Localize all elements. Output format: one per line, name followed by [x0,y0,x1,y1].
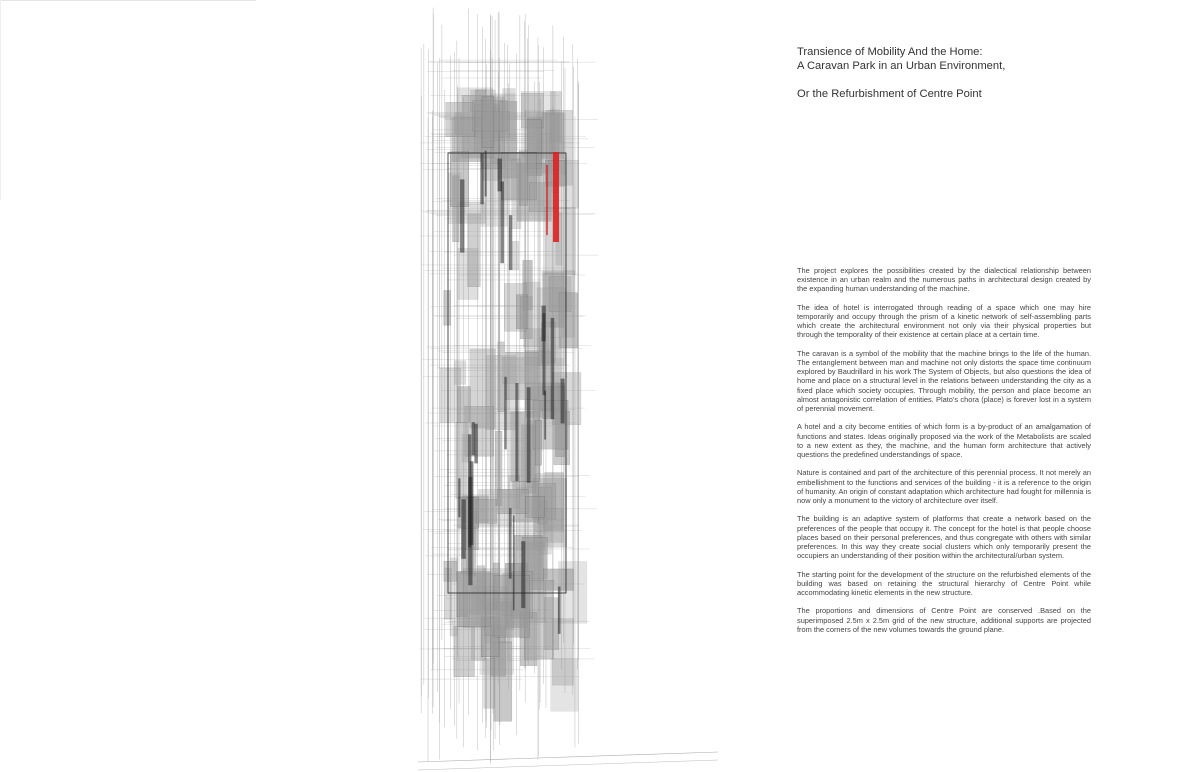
paragraph: The caravan is a symbol of the mobility that the machine brings to the life of the human. The entanglement between man and machine not only distorts the space time continuum explored by Baudrillard in his work The System of Objects, but also questions the idea of home and place on a structural level in the relations between understanding the city as a fixed place which society occupies. Through mobility, the person and place become an almost antagonistic correlation of entities. Plato’s chora (place) is forever lost in a system of perennial movement. [797,348,1091,414]
column [513,515,515,610]
title-line-3: Or the Refurbishment of Centre Point [797,88,982,100]
paragraph: The idea of hotel is interrogated through reading of a space which one may hire temporarily and occupy through the prism of a kinetic network of self-assembling parts which create the architectural environment not only via their physical properties but through the temporality of their existence at certain place at a certain time. [797,302,1091,340]
volume-block [482,97,494,148]
volume-block [535,420,541,465]
volume-block [504,283,526,331]
column [527,387,531,483]
volume-block [551,659,578,712]
volume-block [512,241,519,269]
volume-block [468,214,481,287]
column [480,153,483,204]
column [504,377,506,449]
volume-block [503,89,516,161]
paragraph: The proportions and dimensions of Centre Point are conserved .Based on the superimposed 2.5m x 2.5m grid of the new structure, additional supports are projected from the corners of the new volumes towards the ground plane. [797,606,1091,634]
title-block [797,45,1127,101]
volume-block [454,626,475,676]
column [468,477,472,585]
column [521,541,525,608]
ground-line [418,760,718,770]
top-border-line [0,0,256,1]
paragraph: A hotel and a city become entities of which form is a by-product of an amalgamation of functions and states. Ideas originally proposed via the work of the Metabolists are scaled to a new extent as they, the machine, and the human form architecture that actively questions the predefined understandings of space. [797,422,1091,460]
volume-block [459,593,469,627]
paragraph: Nature is contained and part of the architecture of this perennial process. It not merely an embellishment to the functions and services of the building - it is a reference to the origin of humanity. An origin of constant adaptation which architecture had fought for millennia is now only a monument to the victory of architecture over itself. [797,468,1091,506]
volume-block [450,152,469,207]
column [474,424,477,464]
column [561,379,565,424]
column [515,383,518,481]
volume-block [444,561,457,581]
column [458,478,460,517]
column [461,499,465,559]
volume-block [476,499,497,523]
volume-block [505,352,538,399]
red-core-bar [546,165,548,235]
volume-block [444,290,451,325]
title-line-2: A Caravan Park in an Urban Environment, [797,60,1006,72]
red-core-bar [553,152,559,242]
volume-block [446,102,475,136]
left-border-line [0,0,1,200]
volume-block [512,159,521,228]
tower-axonometric-drawing [400,0,730,772]
column [460,179,464,252]
title-line-1: Transience of Mobility And the Home: [797,46,983,58]
column [551,318,554,419]
column [509,215,512,270]
paragraph: The starting point for the development of the structure on the refurbished elements of the building was based on retaining the structural hierarchy of Centre Point while accommodating kinetic elements in the new structure. [797,569,1091,598]
column [509,508,512,579]
volume-block [484,659,495,708]
paragraph: The building is an adaptive system of platforms that create a network based on the preferences of the people that occupy it. The concept for the hotel is that people choose places based on their personal preferences, and thus congregate with others with similar preferences. In this way they create social clusters which only temporarily present the occupiers an understanding of their position within the architectural/urban system. [797,514,1091,561]
ground-plane [418,752,718,770]
building-volumes [440,88,587,721]
project-description [797,266,1091,643]
volume-block [526,496,545,517]
volume-block [498,489,528,513]
column [500,181,504,263]
column [558,587,561,634]
ground-line [418,752,718,762]
column [485,151,487,197]
volume-block [545,207,576,274]
volume-block [544,598,558,650]
column [542,313,545,395]
column [544,391,546,440]
paragraph: The project explores the possibilities created by the dialectical relationship between existence in an urban realm and the numerous paths in architectural design created by the expanding human understanding of the machine. [797,266,1091,294]
volume-block [440,368,460,423]
volume-block [456,422,467,498]
